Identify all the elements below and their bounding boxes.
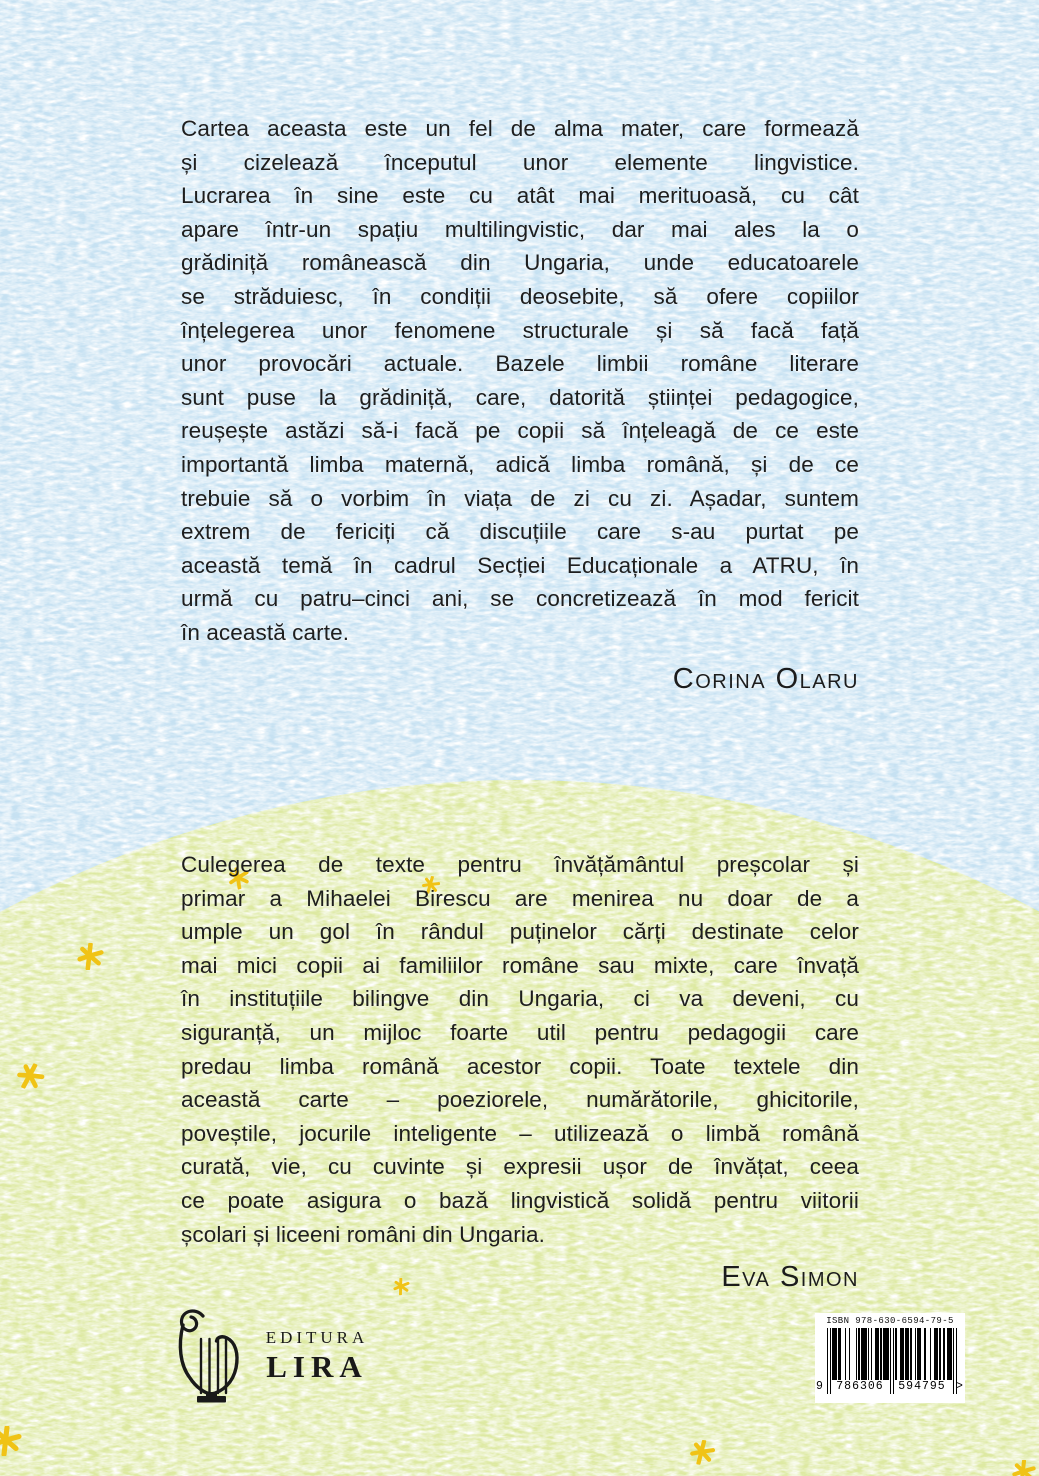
quote-line: Culegerea de texte pentru învățământul preșcolar și [181, 852, 859, 877]
quote-line: curată, vie, cu cuvinte și expresii ușor de învățat, ceea [181, 1154, 859, 1180]
barcode-bar [856, 1328, 857, 1380]
barcode-bar [910, 1328, 911, 1380]
barcode-bar [953, 1328, 954, 1394]
quote-line: ce poate asigura o bază lingvistică solidă pentru viitorii [181, 1187, 859, 1213]
quote-line: apare într-un spațiu multilingvistic, dar mai ales la o [181, 216, 859, 242]
quote-line: reușește astăzi să-i facă pe copii să înțeleagă de ce este [181, 418, 859, 444]
quote-line: școlari și liceeni români din Ungaria. [181, 1221, 545, 1247]
barcode-bar [939, 1328, 940, 1380]
quote-line: în instituțiile bilingve din Ungaria, ci va deveni, cu [181, 986, 859, 1012]
lyre-icon [175, 1308, 247, 1404]
quote-line: sunt puse la grădiniță, care, datorită științei pedagogice, [181, 384, 859, 410]
barcode-bar [930, 1328, 931, 1380]
quote-line: unor provocări actuale. Bazele limbii române literare [181, 351, 859, 377]
sparkle-star-icon [0, 1426, 22, 1456]
barcode-bar [880, 1328, 881, 1380]
publisher-imprint-label: EDITURA [265, 1328, 369, 1347]
barcode-digit-group2: 594795 [898, 1380, 946, 1393]
isbn-barcode [815, 1313, 965, 1403]
barcode-bar [947, 1328, 951, 1380]
quote-line: extrem de fericiți că discuțiile care s-au purtat pe [181, 519, 859, 545]
barcode-bar [917, 1328, 921, 1380]
quote-line: predau limba română acestor copii. Toate textele din [181, 1053, 859, 1079]
quote-line: Lucrarea în sine este cu atât mai merituoasă, cu cât [181, 183, 859, 209]
quote-line: și cizelează începutul unor elemente lingvistice. [181, 149, 859, 175]
barcode-bar [890, 1328, 891, 1394]
sparkle-star-icon [77, 943, 104, 970]
barcode-digit-group1: 786306 [836, 1380, 884, 1393]
barcode-bar [858, 1328, 859, 1380]
quote-line: înțelegerea unor fenomene structurale și să facă față [181, 317, 859, 343]
quote-line: această temă în cadrul Secției Educaționale a ATRU, în [181, 552, 859, 578]
barcode-digit-lead: 9 [816, 1380, 823, 1393]
barcode-bar [905, 1328, 909, 1380]
quote-2-attribution: Eva Simon [721, 1261, 859, 1294]
barcode-bar [861, 1328, 866, 1380]
sparkle-star-icon [1012, 1460, 1036, 1476]
quote-line: Cartea aceasta este un fel de alma mater, care formează [181, 116, 859, 141]
quote-line: această carte – poeziorele, numărătorile, ghicitorile, [181, 1087, 859, 1113]
quote-line: primar a Mihaelei Birescu are menirea nu doar de a [181, 885, 859, 911]
quote-line: poveștile, jocurile inteligente – utilizează o limbă română [181, 1120, 859, 1146]
quote-line: siguranță, un mijloc foarte util pentru pedagogii care [181, 1019, 859, 1045]
quote-line: urmă cu patru–cinci ani, se concretizează în mod fericit [181, 586, 859, 612]
barcode-bar [832, 1328, 836, 1380]
quote-line: grădiniță românească din Ungaria, unde educatoarele [181, 250, 859, 276]
quote-1 [181, 112, 859, 696]
quote-2 [181, 848, 859, 1294]
barcode-bar [895, 1328, 896, 1380]
barcode-bar [924, 1328, 925, 1380]
quote-line: se străduiesc, în condiții deosebite, să ofere copiilor [181, 283, 859, 309]
quote-line: mai mici copii ai familiilor române sau mixte, care învață [181, 952, 859, 978]
barcode-bar [943, 1328, 944, 1380]
barcode-bar [900, 1328, 904, 1380]
barcode-bar [871, 1328, 872, 1380]
isbn-label: ISBN 978-630-6594-79-5 [826, 1316, 954, 1326]
barcode-bar [883, 1328, 888, 1380]
barcode-bar [849, 1328, 850, 1380]
barcode-bar [838, 1328, 841, 1380]
quote-2-text [181, 848, 859, 1251]
barcode-bar [827, 1328, 828, 1394]
barcode-bar [830, 1328, 831, 1394]
publisher-logo [175, 1306, 405, 1410]
quote-line: umple un gol în rândul puținelor cărți destinate celor [181, 919, 859, 945]
sparkle-star-icon [13, 1059, 48, 1094]
quote-1-attribution: Corina Olaru [672, 662, 859, 695]
quote-1-text [181, 112, 859, 650]
barcode-bar [845, 1328, 846, 1380]
barcode-bar [868, 1328, 869, 1380]
publisher-text [259, 1328, 375, 1385]
quote-line: în această carte. [181, 619, 350, 645]
barcode-bar [934, 1328, 938, 1380]
barcode-trailing-char: > [956, 1380, 963, 1393]
barcode-bar [915, 1328, 916, 1380]
publisher-name: LIRA [266, 1349, 368, 1384]
quote-line: trebuie să o vorbim în viața de zi cu zi. Așadar, suntem [181, 485, 859, 511]
sparkle-star-icon [688, 1438, 716, 1466]
quote-line: importantă limba maternă, adică limba română, și de ce [181, 451, 859, 477]
barcode-bar [875, 1328, 879, 1380]
